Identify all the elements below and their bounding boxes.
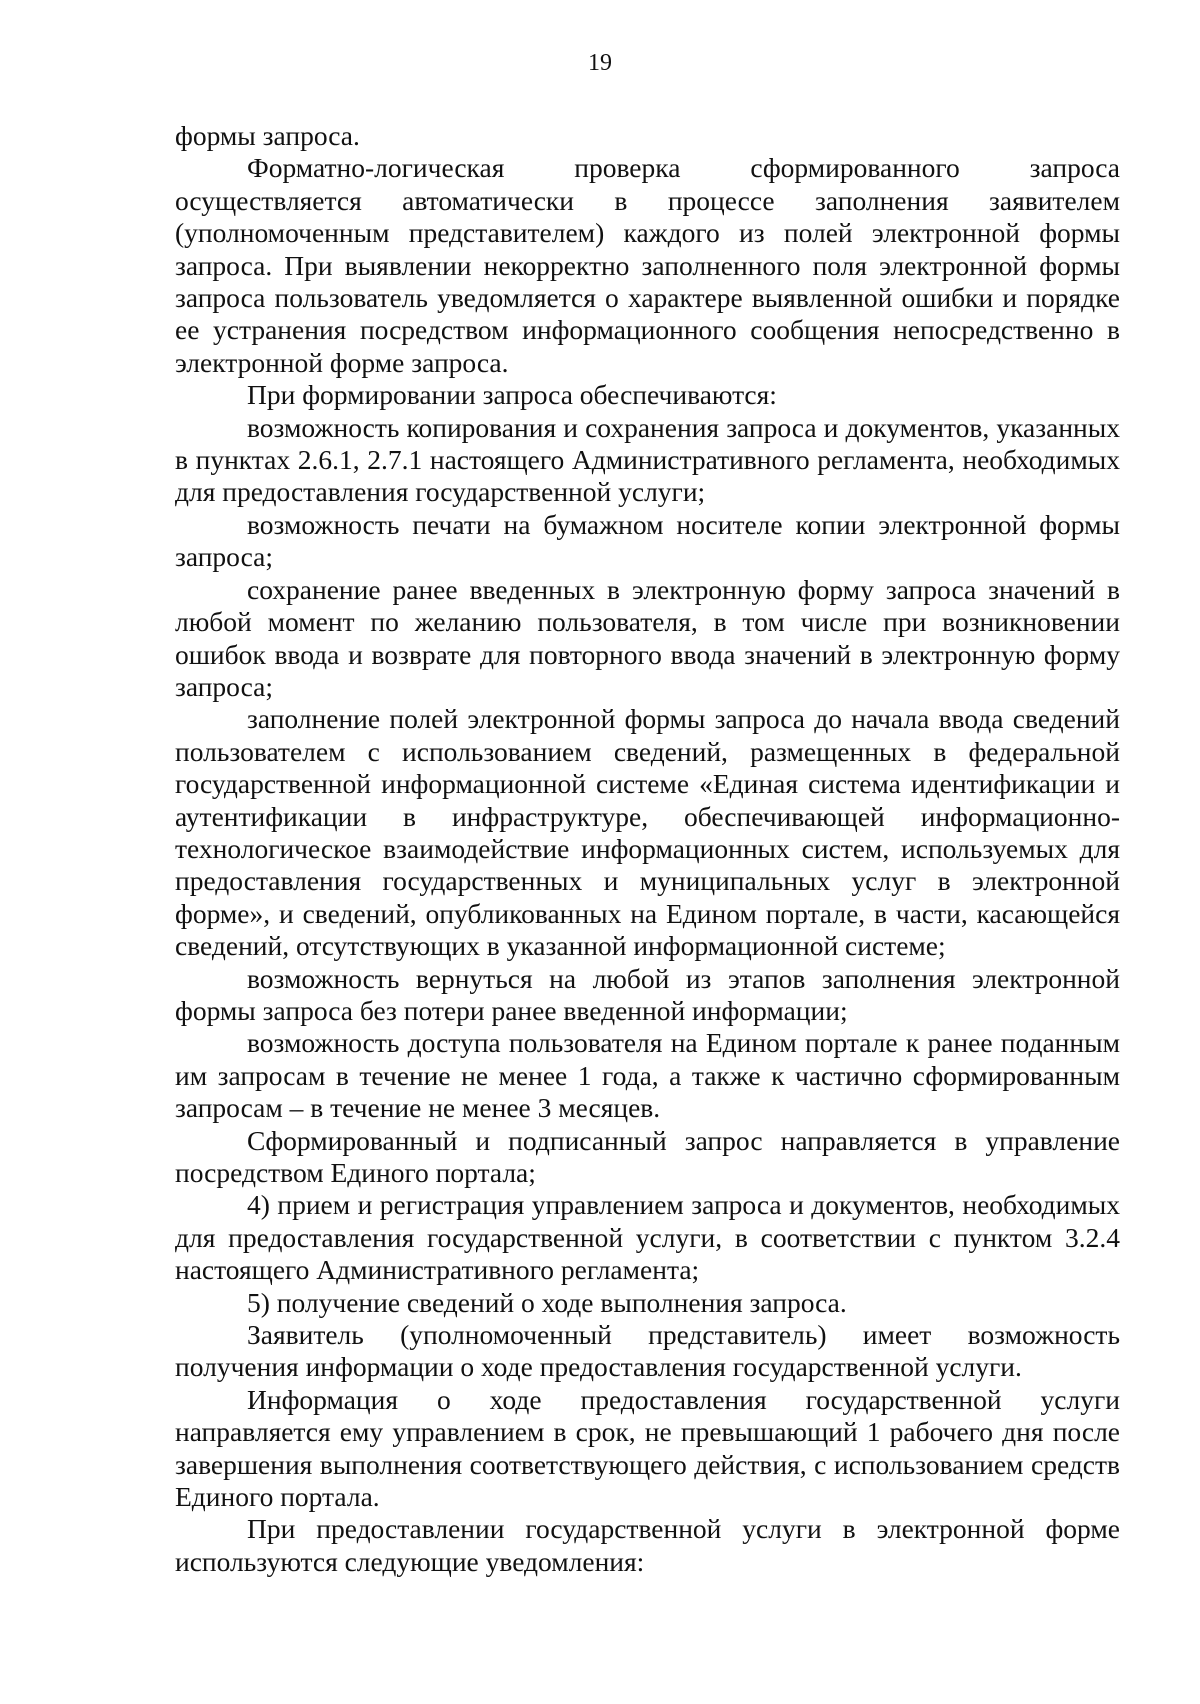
page-number: 19: [588, 50, 612, 76]
paragraph-access-requests: возможность доступа пользователя на Едином портале к ранее поданным им запросам в течение не менее 1 года, а также к частично сформированным запросам – в течение не менее 3 месяцев.: [175, 1027, 1120, 1124]
paragraph-applicant-info: Заявитель (уполномоченный представитель) имеет возможность получения информации о ходе предоставления государственной услуги.: [175, 1319, 1120, 1383]
paragraph-return-stage: возможность вернуться на любой из этапов заполнения электронной формы запроса без потери ранее введенной информации;: [175, 962, 1120, 1026]
document-body: [175, 120, 1120, 1578]
paragraph-item-5: 5) получение сведений о ходе выполнения запроса.: [247, 1286, 847, 1318]
paragraph-notifications: При предоставлении государственной услуги в электронной форме используются следующие уведомления:: [175, 1513, 1120, 1577]
paragraph-format-check: Форматно-логическая проверка сформированного запроса осуществляется автоматически в процессе заполнения заявителем (уполномоченным представителем) каждого из полей электронной формы запроса. При выявлении некорректно заполненного поля электронной формы запроса пользователь уведомляется о характере выявленной ошибки и порядке ее устранения посредством информационного сообщения непосредственно в электронной форме запроса.: [175, 152, 1120, 378]
paragraph-copy-save: возможность копирования и сохранения запроса и документов, указанных в пунктах 2.6.1, 2.7.1 настоящего Административного регламента, необходимых для предоставления государственной услуги;: [175, 411, 1120, 508]
paragraph-form-request: формы запроса.: [175, 120, 360, 151]
paragraph-request-sent: Сформированный и подписанный запрос направляется в управление посредством Единого портала;: [175, 1124, 1120, 1188]
paragraph-item-4: 4) прием и регистрация управлением запроса и документов, необходимых для предоставления государственной услуги, в соответствии с пунктом 3.2.4 настоящего Административного регламента;: [175, 1189, 1120, 1286]
paragraph-prefill: заполнение полей электронной формы запроса до начала ввода сведений пользователем с использованием сведений, размещенных в федеральной государственной информационной системе «Единая система идентификации и аутентификации в инфраструктуре, обеспечивающей информационно-технологическое взаимодействие информационных систем, используемых для предоставления государственных и муниципальных услуг в электронной форме», и сведений, опубликованных на Едином портале, в части, касающейся сведений, отсутствующих в указанной информационной системе;: [175, 703, 1120, 962]
paragraph-provided-features: При формировании запроса обеспечиваются:: [247, 379, 777, 411]
paragraph-print: возможность печати на бумажном носителе копии электронной формы запроса;: [175, 508, 1120, 573]
paragraph-info-sent: Информация о ходе предоставления государственной услуги направляется ему управлением в срок, не превышающий 1 рабочего дня после завершения выполнения соответствующего действия, с использованием средств Единого портала.: [175, 1383, 1120, 1513]
paragraph-save-values: сохранение ранее введенных в электронную форму запроса значений в любой момент по желанию пользователя, в том числе при возникновении ошибок ввода и возврате для повторного ввода значений в электронную форму запроса;: [175, 573, 1120, 702]
